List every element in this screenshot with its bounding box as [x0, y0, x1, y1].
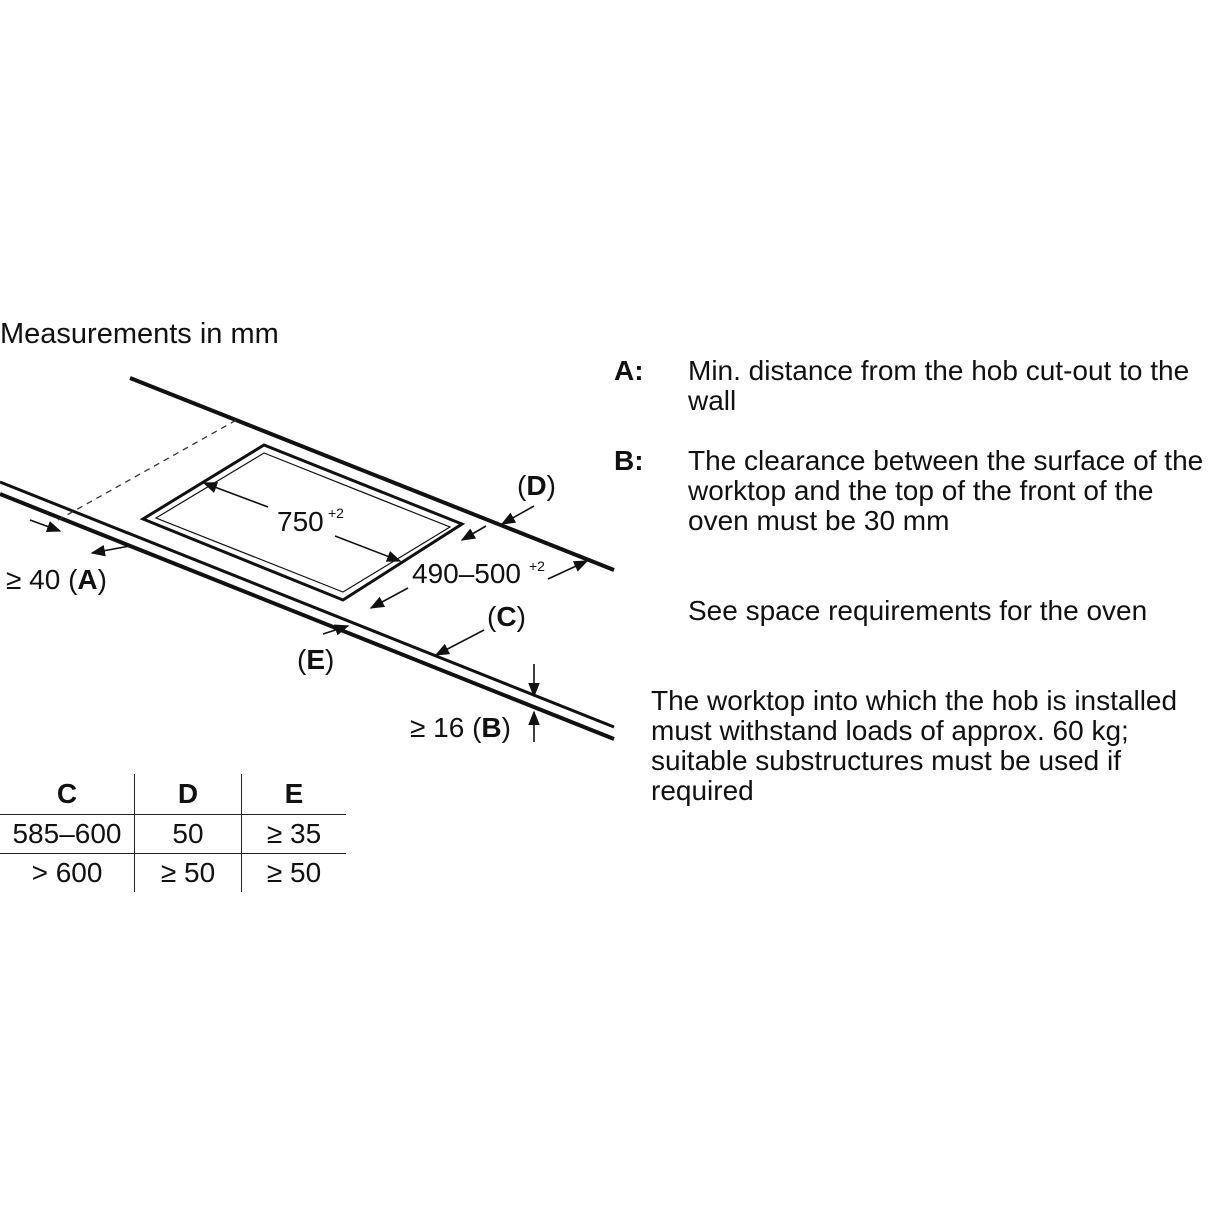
- table-cell: 585–600: [0, 815, 135, 854]
- note-b-text: The clearance between the surface of the worktop and the top of the front of the oven must be 30 mm: [688, 445, 1204, 536]
- depth-dimension-arrow-down: [371, 588, 408, 608]
- a-dimension-arrow-left: [30, 520, 60, 531]
- dashed-projection-line: [58, 418, 240, 520]
- table-header-c: C: [56, 778, 78, 809]
- width-dimension-arrow-right: [335, 536, 400, 561]
- width-dimension-arrow-left: [204, 483, 268, 507]
- table-cell: ≥ 35: [242, 815, 347, 854]
- note-a-key: A:: [614, 355, 644, 386]
- depth-label: 490–500: [412, 558, 522, 589]
- b-label: ≥ 16 (B): [410, 712, 511, 743]
- measurements-heading: Measurements in mm: [0, 318, 279, 350]
- note-b-key: B:: [614, 445, 644, 476]
- table-header-row: [0, 774, 346, 815]
- a-label: ≥ 40 (A): [6, 564, 107, 595]
- width-label: 750: [277, 506, 324, 537]
- d-label: (D): [517, 470, 556, 501]
- a-dimension-arrow-right: [92, 546, 130, 553]
- note-b: [614, 445, 1211, 536]
- c-dimension-arrow: [436, 630, 484, 655]
- c-label: (C): [487, 601, 526, 632]
- table-row: [0, 815, 346, 854]
- table-cell: 50: [135, 815, 242, 854]
- depth-tolerance: +2: [529, 558, 545, 574]
- d-dimension-arrow-lower: [462, 526, 486, 540]
- table-cell: > 600: [0, 854, 135, 893]
- note-oven: See space requirements for the oven: [688, 595, 1148, 626]
- table-cell: ≥ 50: [135, 854, 242, 893]
- e-label: (E): [297, 644, 335, 675]
- note-a-text: Min. distance from the hob cut-out to the wall: [688, 355, 1190, 416]
- clearance-table: [0, 774, 346, 892]
- table-row: [0, 854, 346, 893]
- table-header-d: D: [135, 774, 242, 815]
- note-a: [614, 355, 1211, 416]
- note-load: The worktop into which the hob is installed must withstand loads of approx. 60 kg; suitable substructures must be used if required: [651, 685, 1178, 806]
- table-cell: ≥ 50: [242, 854, 347, 893]
- d-dimension-arrow: [502, 506, 534, 524]
- depth-dimension-arrow-up: [548, 561, 587, 579]
- width-tolerance: +2: [328, 505, 344, 521]
- table-header-e: E: [242, 774, 347, 815]
